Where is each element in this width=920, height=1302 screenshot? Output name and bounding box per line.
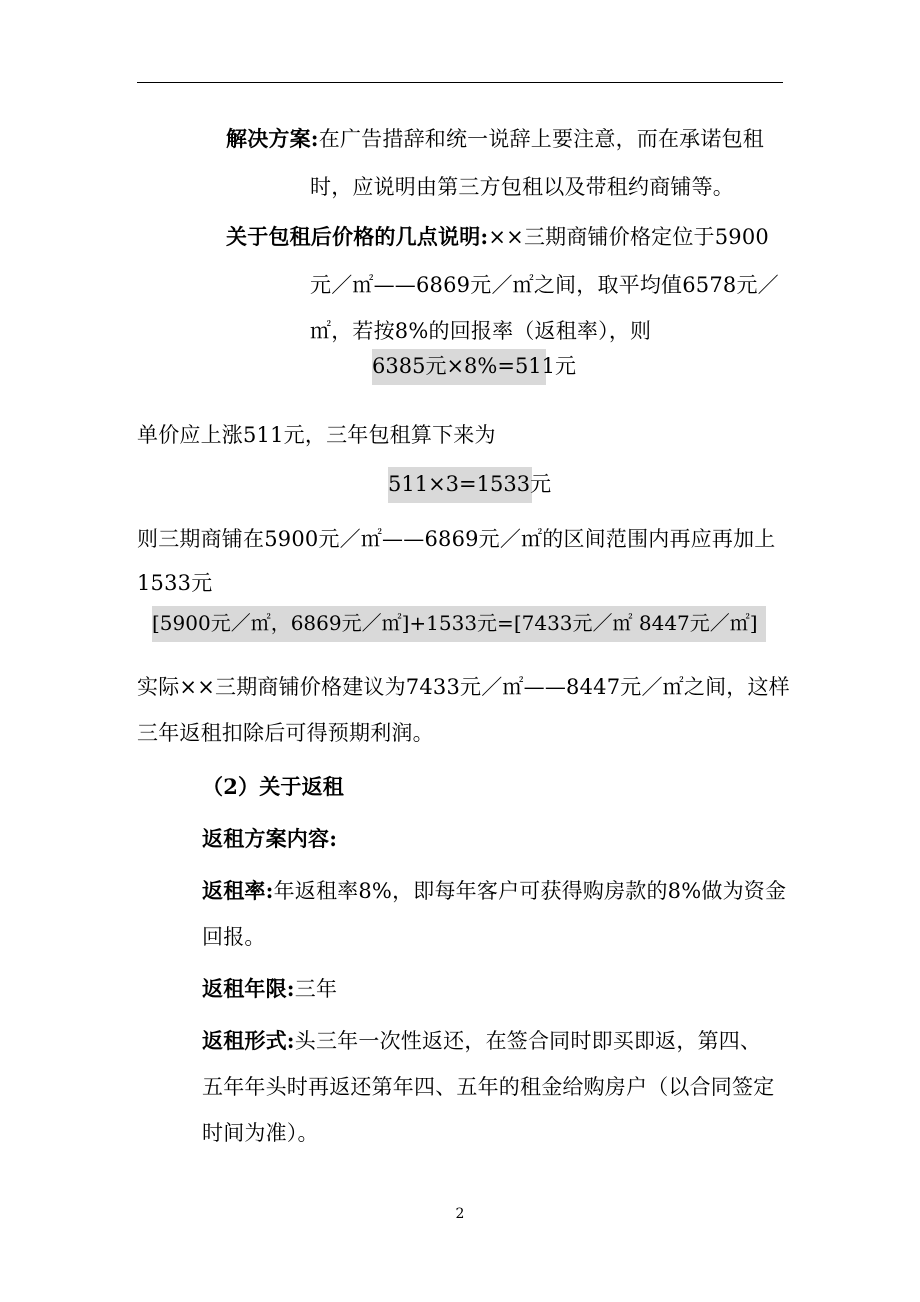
range-line-1: 则三期商铺在5900元／㎡——6869元／㎡的区间范围内再应再加上	[137, 527, 776, 551]
formula-2: 511×3=1533元	[388, 472, 552, 496]
years-line	[202, 974, 337, 1004]
rate-line-2: 回报。	[202, 925, 266, 949]
solution-line-1	[226, 124, 764, 154]
form-line-2: 五年年头时再返还第年四、五年的租金给购房户（以合同签定	[202, 1075, 775, 1099]
formula-box-3	[152, 606, 766, 642]
page-number: 2	[455, 1206, 465, 1222]
actual-price-line-2: 三年返租扣除后可得预期利润。	[137, 721, 434, 745]
years-text: 三年	[294, 977, 338, 1001]
price-note-line-3: ㎡，若按8%的回报率（返租率），则	[310, 319, 652, 343]
solution-text-2: 时，应说明由第三方包租以及带租约商铺等。	[310, 175, 734, 199]
plan-title: 返租方案内容:	[202, 826, 338, 851]
rate-line-1	[202, 876, 786, 906]
solution-label: 解决方案:	[226, 126, 319, 151]
price-note-line-2: 元／㎡——6869元／㎡之间，取平均值6578元／	[310, 273, 779, 297]
form-label: 返租形式:	[202, 1028, 295, 1053]
section-title: （2）关于返租	[202, 774, 345, 799]
price-note-line-1	[226, 222, 769, 252]
formula-box-1	[372, 349, 577, 385]
formula-box-2	[388, 467, 552, 503]
years-label: 返租年限:	[202, 976, 295, 1001]
range-line-2: 1533元	[137, 571, 213, 595]
header-rule	[137, 82, 783, 83]
price-note-label: 关于包租后价格的几点说明:	[226, 224, 489, 249]
formula-1: 6385元×8%=511元	[372, 354, 577, 378]
formula-3: [5900元／㎡，6869元／㎡]+1533元=[7433元／㎡ 8447元／㎡]	[152, 611, 758, 635]
form-line-1	[202, 1026, 761, 1056]
actual-price-line-1: 实际××三期商铺价格建议为7433元／㎡——8447元／㎡之间，这样	[137, 675, 790, 699]
form-line-3: 时间为准）。	[202, 1121, 319, 1145]
rate-text-1: 年返租率8%，即每年客户可获得购房款的8%做为资金	[273, 879, 787, 903]
solution-text-1: 在广告措辞和统一说辞上要注意，而在承诺包租	[318, 127, 764, 151]
price-note-text-1: ××三期商铺价格定位于5900	[488, 225, 769, 249]
form-text-1: 头三年一次性返还，在签合同时即买即返，第四、	[294, 1029, 762, 1053]
rate-label: 返租率:	[202, 878, 274, 903]
unit-increase-line: 单价应上涨511元，三年包租算下来为	[137, 423, 496, 447]
